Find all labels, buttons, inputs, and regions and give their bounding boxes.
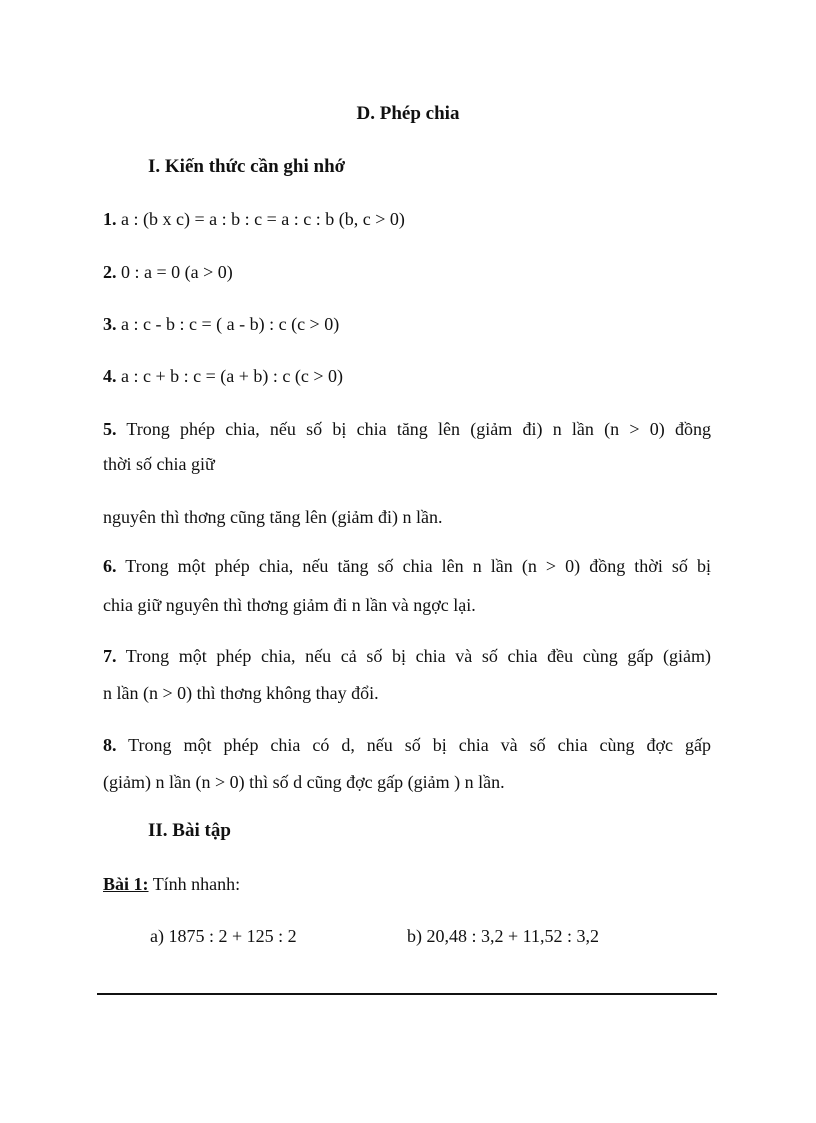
rule-item-5-line-1: [103, 419, 711, 440]
rule-item-6-line-1: [103, 556, 711, 577]
exercise-label: Bài 1:: [103, 874, 149, 894]
rule-item-7-line-2: n lần (n > 0) thì thơng không thay đổi.: [103, 683, 379, 703]
page-title: D. Phép chia: [356, 103, 460, 124]
rule-item-8-line-1: [103, 735, 711, 756]
rule-text: a : (b x c) = a : b : c = a : c : b (b, c > 0): [116, 209, 405, 229]
exercise-1: [103, 874, 240, 895]
rule-text: Trong một phép chia có d, nếu số bị chia và số chia cùng đợc gấp: [116, 735, 711, 755]
rule-number: 3.: [103, 314, 117, 334]
exercise-1-part-b: b) 20,48 : 3,2 + 11,52 : 3,2: [407, 926, 599, 946]
rule-item-3: [103, 314, 339, 335]
rule-item-5-line-3: nguyên thì thơng cũng tăng lên (giảm đi) n lần.: [103, 507, 443, 527]
rule-number: 8.: [103, 735, 117, 755]
section-heading-exercises: II. Bài tập: [148, 820, 231, 841]
rule-number: 7.: [103, 646, 117, 666]
rule-item-4: [103, 366, 343, 387]
rule-item-8-line-2: (giảm) n lần (n > 0) thì số d cũng đợc gấp (giảm ) n lần.: [103, 772, 505, 792]
rule-number: 2.: [103, 262, 117, 282]
section-heading-knowledge: I. Kiến thức cần ghi nhớ: [148, 156, 346, 177]
rule-text: a : c - b : c = ( a - b) : c (c > 0): [116, 314, 340, 334]
rule-text: 0 : a = 0 (a > 0): [116, 262, 233, 282]
rule-item-6-line-2: chia giữ nguyên thì thơng giảm đi n lần và ngợc lại.: [103, 595, 476, 615]
rule-item-5-line-2: thời số chia giữ: [103, 454, 215, 474]
rule-number: 1.: [103, 209, 117, 229]
rule-text: Trong phép chia, nếu số bị chia tăng lên (giảm đi) n lần (n > 0) đồng: [116, 419, 711, 439]
rule-number: 6.: [103, 556, 117, 576]
rule-text: Trong một phép chia, nếu tăng số chia lên n lần (n > 0) đồng thời số bị: [116, 556, 711, 576]
rule-item-2: [103, 262, 233, 283]
rule-number: 4.: [103, 366, 117, 386]
rule-text: a : c + b : c = (a + b) : c (c > 0): [116, 366, 344, 386]
rule-item-1: [103, 209, 405, 230]
rule-item-7-line-1: [103, 646, 711, 667]
exercise-instruction: Tính nhanh:: [148, 874, 241, 894]
horizontal-divider: [97, 993, 717, 995]
rule-text: Trong một phép chia, nếu cả số bị chia và số chia đều cùng gấp (giảm): [116, 646, 711, 666]
rule-number: 5.: [103, 419, 117, 439]
exercise-1-part-a: a) 1875 : 2 + 125 : 2: [150, 926, 297, 946]
